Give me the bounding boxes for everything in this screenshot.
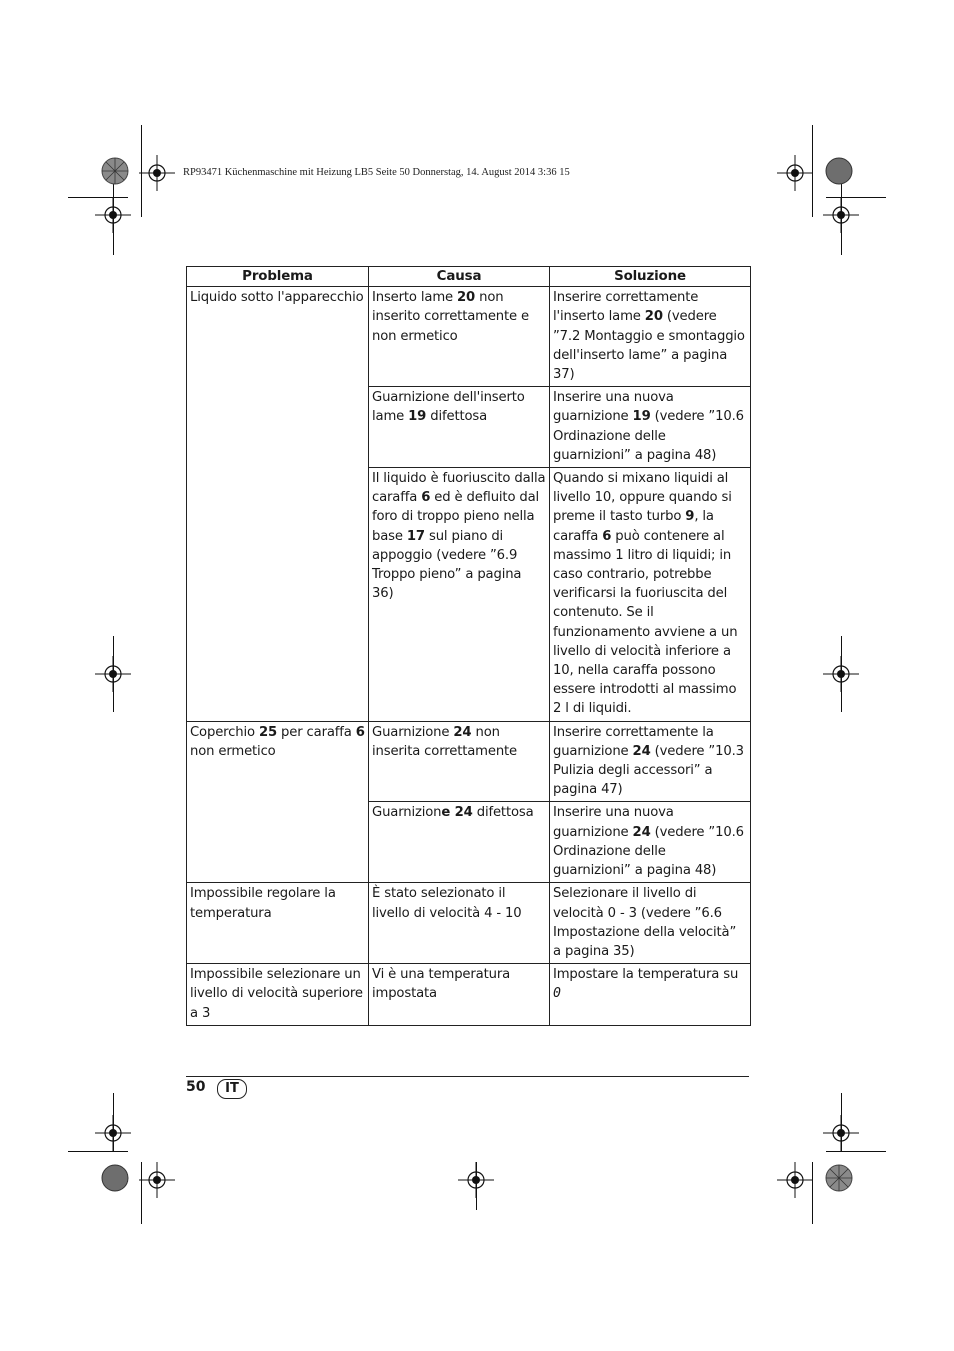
cause-cell: Il liquido è fuoriuscito dalla caraffa 6 ed è defluito dal foro di troppo pieno nella base 17 sul piano di appoggio (vedere ”6.9 Troppo pieno” a pagina 36) [369, 468, 550, 722]
registration-mark-icon [95, 656, 131, 692]
table-header-row [187, 267, 751, 287]
problem-cell-empty [187, 802, 369, 883]
solution-cell: Impostare la temperatura su 0 [550, 964, 751, 1026]
table-row [187, 468, 751, 722]
footer-rule [186, 1076, 749, 1077]
cause-cell: Guarnizione dell'inserto lame 19 difettosa [369, 387, 550, 468]
print-header: RP93471 Küchenmaschine mit Heizung LB5 Seite 50 Donnerstag, 14. August 2014 3:36 15 [183, 167, 570, 178]
registration-mark-icon [139, 155, 175, 191]
problem-cell-empty [187, 387, 369, 468]
table-row [187, 802, 751, 883]
cause-cell: Guarnizione 24 non inserita correttamente [369, 721, 550, 802]
solution-cell: Inserire una nuova guarnizione 19 (vedere ”10.6 Ordinazione delle guarnizioni” a pagina 48) [550, 387, 751, 468]
solution-cell: Selezionare il livello di velocità 0 - 3 (vedere ”6.6 Impostazione della velocità” a pagina 35) [550, 883, 751, 964]
registration-mark-icon [95, 197, 131, 233]
solution-cell: Inserire una nuova guarnizione 24 (vedere ”10.6 Ordinazione delle guarnizioni” a pagina 48) [550, 802, 751, 883]
problem-cell: Impossibile selezionare un livello di velocità superiore a 3 [187, 964, 369, 1026]
header-problem: Problema [187, 267, 369, 287]
troubleshooting-table [186, 266, 751, 1026]
starburst-target-icon [101, 157, 129, 185]
table-row [187, 287, 751, 387]
registration-mark-icon [823, 197, 859, 233]
table-row [187, 964, 751, 1026]
problem-cell-empty [187, 468, 369, 722]
cause-cell: Inserto lame 20 non inserito correttamente e non ermetico [369, 287, 550, 387]
header-cause: Causa [369, 267, 550, 287]
registration-mark-icon [823, 656, 859, 692]
display-zero-glyph: 0 [553, 986, 561, 1002]
problem-cell: Liquido sotto l'apparecchio [187, 287, 369, 387]
header-solution: Soluzione [550, 267, 751, 287]
language-badge: IT [217, 1079, 247, 1099]
cause-cell: Vi è una temperatura impostata [369, 964, 550, 1026]
registration-mark-icon [777, 1162, 813, 1198]
problem-cell: Coperchio 25 per caraffa 6 non ermetico [187, 721, 369, 802]
table-row [187, 883, 751, 964]
page-number: 50 [186, 1079, 206, 1095]
registration-mark-icon [777, 155, 813, 191]
cause-cell: È stato selezionato il livello di velocità 4 - 10 [369, 883, 550, 964]
solution-cell: Inserire correttamente la guarnizione 24 (vedere ”10.3 Pulizia degli accessori” a pagina 47) [550, 721, 751, 802]
table-row [187, 721, 751, 802]
registration-mark-icon [823, 1115, 859, 1151]
registration-mark-icon [139, 1162, 175, 1198]
solution-cell: Quando si mixano liquidi al livello 10, oppure quando si preme il tasto turbo 9, la caraffa 6 può contenere al massimo 1 litro di liquidi; in caso contrario, potrebbe verificarsi la fuoriuscita del contenuto. Se il funzionamento avviene a un livello di velocità inferiore a 10, nella caraffa possono essere introdotti al massimo 2 l di liquidi. [550, 468, 751, 722]
problem-cell: Impossibile regolare la temperatura [187, 883, 369, 964]
registration-mark-icon [95, 1115, 131, 1151]
registration-mark-icon [458, 1162, 494, 1198]
starburst-target-icon [101, 1164, 129, 1192]
starburst-target-icon [825, 157, 853, 185]
table-row [187, 387, 751, 468]
solution-cell: Inserire correttamente l'inserto lame 20 (vedere ”7.2 Montaggio e smontaggio dell'inserto lame” a pagina 37) [550, 287, 751, 387]
starburst-target-icon [825, 1164, 853, 1192]
cause-cell: Guarnizione 24 difettosa [369, 802, 550, 883]
